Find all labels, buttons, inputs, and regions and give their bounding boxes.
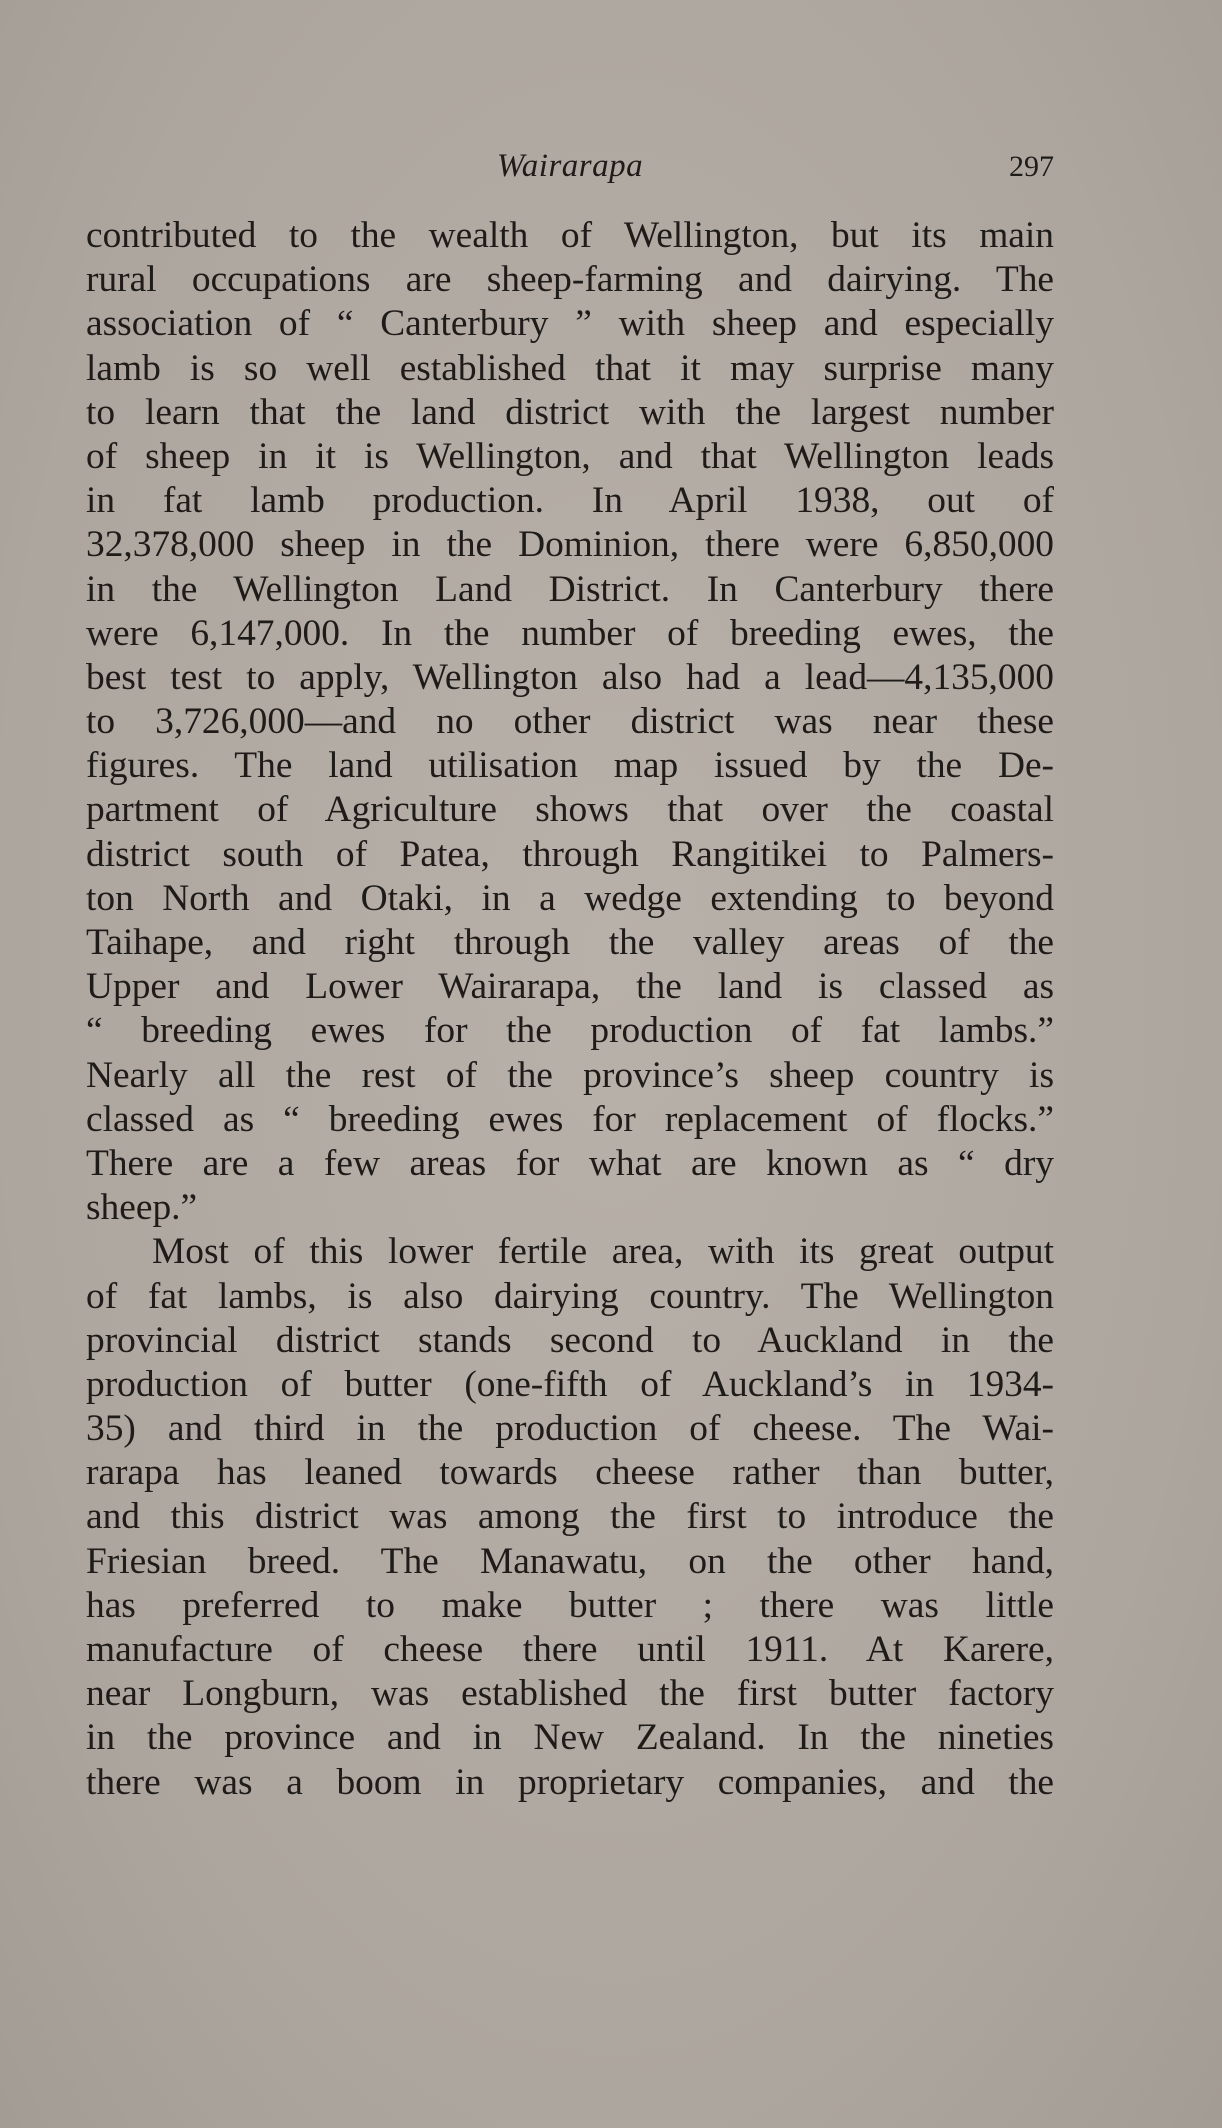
text-line: to learn that the land district with the largest number <box>86 391 1054 433</box>
text-line: classed as “ breeding ewes for replacement of flocks.” <box>86 1098 1054 1140</box>
text-line: contributed to the wealth of Wellington, but its main <box>86 215 1054 256</box>
text-line: production of butter (one-fifth of Auckland’s in 1934- <box>86 1363 1054 1405</box>
text-line: “ breeding ewes for the production of fat lambs.” <box>86 1010 1054 1052</box>
text-line: Nearly all the rest of the province’s sheep country is <box>86 1054 1054 1096</box>
text-line: provincial district stands second to Auckland in the <box>86 1319 1054 1361</box>
text-line: rarapa has leaned towards cheese rather than butter, <box>86 1452 1054 1494</box>
body-text <box>86 214 1054 1805</box>
text-line: district south of Patea, through Rangitikei to Palmers- <box>86 833 1054 875</box>
text-line: Most of this lower fertile area, with its great output <box>152 1231 1054 1273</box>
running-title: Wairarapa <box>496 148 644 184</box>
text-line: best test to apply, Wellington also had a lead—4,135,000 <box>86 656 1054 698</box>
text-line: 32,378,000 sheep in the Dominion, there were 6,850,000 <box>86 524 1054 566</box>
text-line: were 6,147,000. In the number of breeding ewes, the <box>86 612 1054 654</box>
text-line: in fat lamb production. In April 1938, out of <box>86 480 1054 522</box>
text-line: association of “ Canterbury ” with sheep and especially <box>86 303 1054 345</box>
text-line: Upper and Lower Wairarapa, the land is classed as <box>86 966 1054 1008</box>
text-line: of sheep in it is Wellington, and that Wellington leads <box>86 435 1054 477</box>
running-head <box>86 148 1054 196</box>
text-line: near Longburn, was established the first butter factory <box>86 1673 1054 1715</box>
text-line: Taihape, and right through the valley areas of the <box>86 922 1054 963</box>
paragraph-2 <box>86 1230 1054 1804</box>
paragraph-1 <box>86 214 1054 1230</box>
text-line: and this district was among the first to introduce the <box>86 1496 1054 1538</box>
text-line: manufacture of cheese there until 1911. At Karere, <box>86 1629 1054 1670</box>
text-line: partment of Agriculture shows that over the coastal <box>86 789 1054 831</box>
text-line: There are a few areas for what are known as “ dry <box>86 1142 1054 1184</box>
text-line: lamb is so well established that it may surprise many <box>86 347 1054 389</box>
text-line: 35) and third in the production of cheese. The Wai- <box>86 1408 1054 1450</box>
text-line: to 3,726,000—and no other district was near these <box>86 701 1054 743</box>
text-line: Friesian breed. The Manawatu, on the other hand, <box>86 1540 1054 1582</box>
text-line: in the Wellington Land District. In Canterbury there <box>86 568 1054 610</box>
page-number: 297 <box>1009 150 1054 183</box>
text-line: has preferred to make butter ; there was little <box>86 1584 1054 1626</box>
text-line: sheep.” <box>86 1187 198 1229</box>
text-line: of fat lambs, is also dairying country. The Wellington <box>86 1275 1054 1317</box>
text-line: there was a boom in proprietary companies, and the <box>86 1761 1054 1803</box>
text-line: in the province and in New Zealand. In the nineties <box>86 1717 1054 1759</box>
text-line: ton North and Otaki, in a wedge extending to beyond <box>86 877 1054 919</box>
text-line: figures. The land utilisation map issued by the De- <box>86 745 1054 787</box>
text-line: rural occupations are sheep-farming and dairying. The <box>86 259 1054 301</box>
